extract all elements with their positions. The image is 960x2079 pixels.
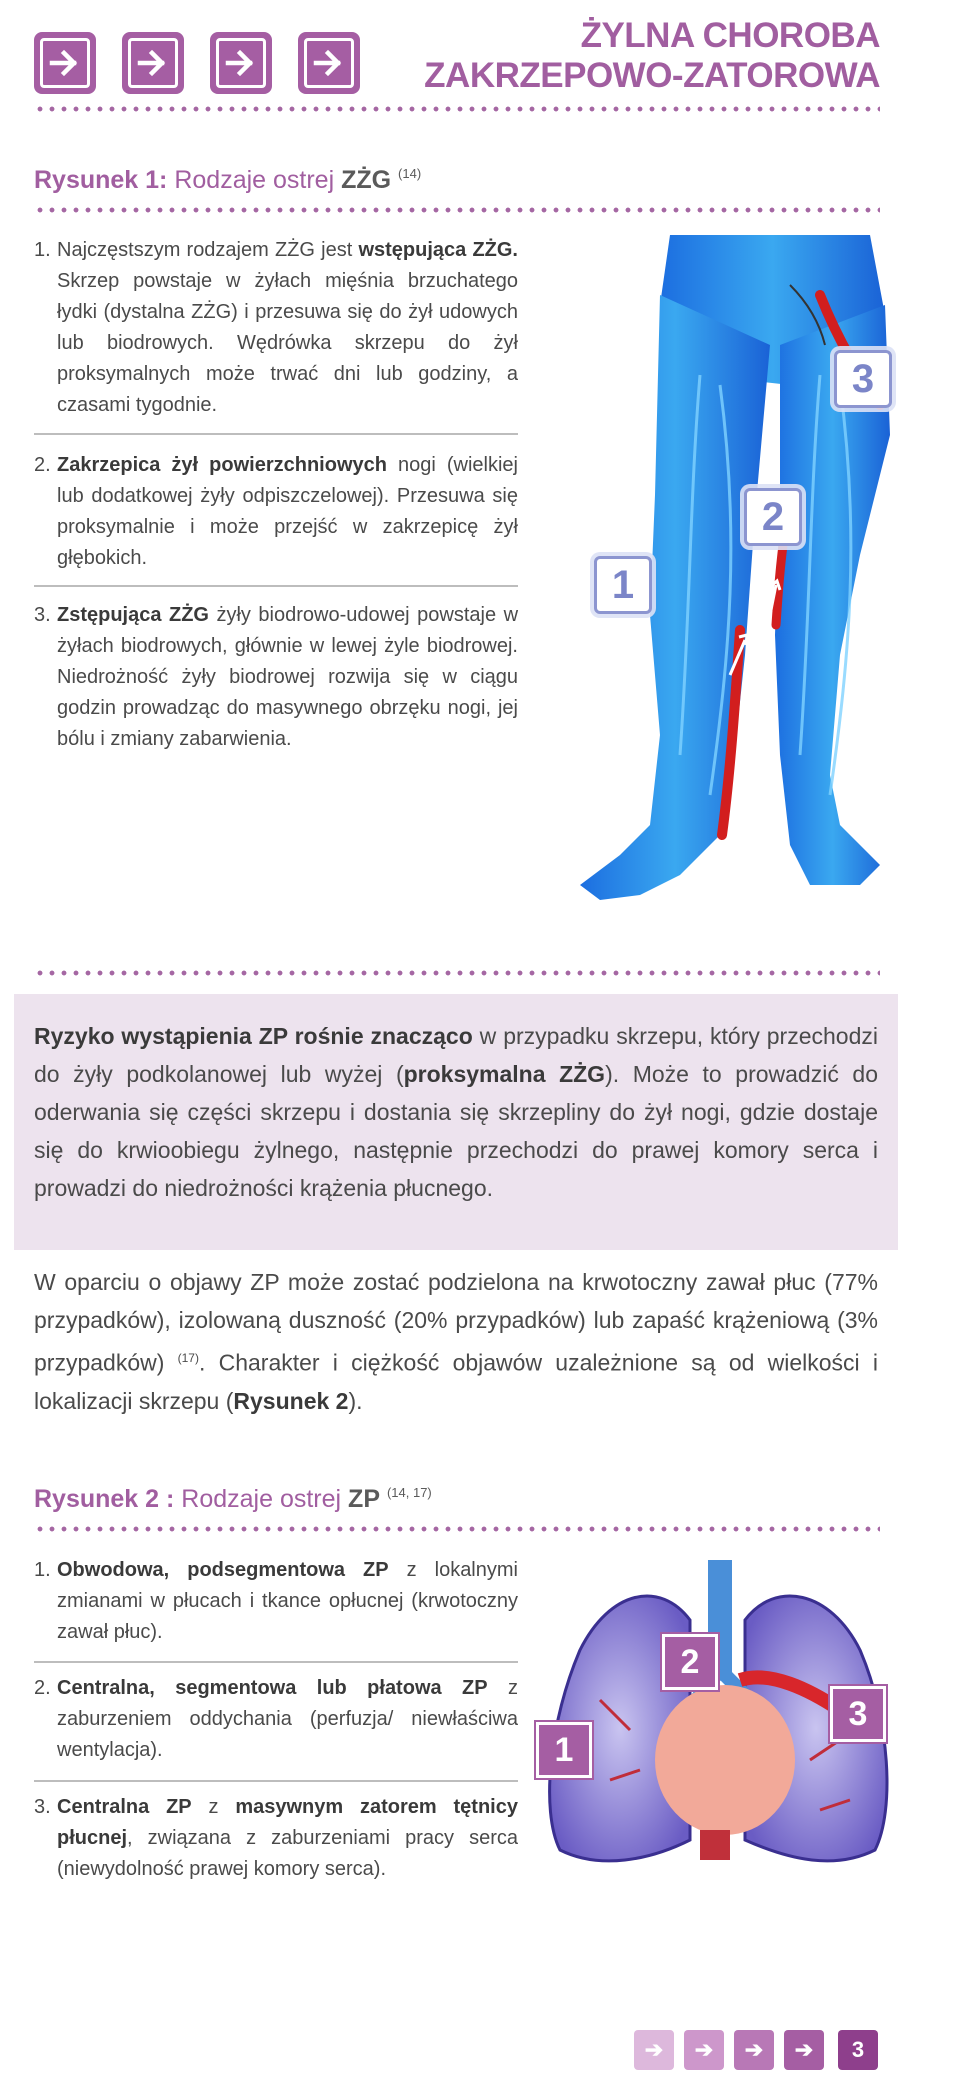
item-bold: Zstępująca ZŻG	[57, 604, 209, 626]
item-text: nogi (wielkiej lub dodatkowej żyły odpiszczelowej). Przesuwa się proksymalnie i może przejść w zakrzepicę żył głębokich.	[57, 454, 518, 569]
symptoms-bold: Rysunek 2	[233, 1387, 349, 1414]
item-number: 2.	[34, 454, 51, 476]
item-number: 3.	[34, 1796, 51, 1818]
figure1-badge-3: 3	[834, 350, 892, 408]
figure2-title: Rodzaje ostrej	[174, 1485, 349, 1513]
figure2-badge-2: 2	[662, 1634, 718, 1690]
risk-paragraph	[34, 1017, 878, 1207]
arrow-right-icon: ➔	[744, 2037, 764, 2062]
page-title	[424, 16, 880, 96]
figure2-ref: (14, 17)	[386, 1485, 432, 1500]
dotted-divider	[34, 106, 880, 112]
item-text: z lokalnymi zmianami w płucach i tkance opłucnej (krwotoczny zawał płuc).	[57, 1559, 518, 1643]
dotted-divider	[34, 207, 880, 213]
item-text: żyły biodrowo-udowej powstaje w żyłach biodrowych, głównie w lewej żyle biodrowej. Niedrożność żyły biodrowej rozwija się w ciągu godzin prowadząc do masywnego obrzęku nogi, jej bólu i zmiany zabarwienia.	[57, 604, 519, 750]
separator	[34, 1780, 518, 1782]
risk-text: ). Może to prowadzić do oderwania się części skrzepu i dostania się skrzepliny do żył nogi, gdzie dostaje się do krwioobiegu żylnego, następnie przechodzi do prawej komory serca i prowadzi do niedrożności krążenia płucnego.	[34, 1061, 878, 1201]
nav-button-4[interactable]	[298, 32, 360, 94]
symptoms-ref: (17)	[177, 1351, 199, 1365]
figure2-label: Rysunek 2 :	[34, 1485, 175, 1513]
item-bold: Zakrzepica żył powierzchniowych	[57, 454, 387, 476]
figure2-item-2	[34, 1673, 518, 1766]
figure1-ref: (14)	[398, 166, 422, 181]
page-title-line1: ŻYLNA CHOROBA	[580, 16, 880, 55]
page-number-label: 3	[851, 2037, 865, 2062]
figure1-item-1	[34, 235, 518, 421]
item-text: Skrzep powstaje w żyłach mięśnia brzuchatego łydki (dystalna ZŻG) i przesuwa się do żył udowych lub biodrowych. Wędrówka skrzepu do żył proksymalnych może trwać dni lub godziny, a czasami tygodnie.	[57, 270, 518, 416]
figure2-badge-1: 1	[536, 1722, 592, 1778]
separator	[34, 585, 518, 587]
arrow-right-icon	[224, 46, 258, 80]
item-text: z	[191, 1796, 236, 1818]
item-number: 3.	[34, 604, 51, 626]
arrow-right-icon: ➔	[794, 2037, 814, 2062]
item-bold: Centralna, segmentowa lub płatowa ZP	[57, 1677, 488, 1699]
item-text: z zaburzeniem oddychania (perfuzja/ niewłaściwa wentylacja).	[57, 1677, 519, 1761]
separator	[34, 433, 518, 435]
item-text: Najczęstszym rodzajem ZŻG jest	[57, 239, 359, 261]
figure2-item-1	[34, 1555, 518, 1648]
figure1-badge-2: 2	[744, 488, 802, 546]
item-text: , związana z zaburzeniami pracy serca (niewydolność prawej komory serca).	[57, 1827, 518, 1880]
figure1-heading	[34, 166, 421, 195]
arrow-right-icon: ➔	[644, 2037, 664, 2062]
nav-button-1[interactable]	[34, 32, 96, 94]
arrow-right-icon	[48, 46, 82, 80]
symptoms-paragraph	[34, 1263, 878, 1420]
figure1-badge-1: 1	[594, 556, 652, 614]
arrow-right-icon	[312, 46, 346, 80]
figure2-badge-3: 3	[830, 1686, 886, 1742]
risk-bold: proksymalna ZŻG	[403, 1061, 606, 1087]
figure1-title-bold: ZŻG	[341, 166, 392, 194]
item-number: 2.	[34, 1677, 51, 1699]
arrow-right-icon	[136, 46, 170, 80]
item-number: 1.	[34, 239, 51, 261]
symptoms-text: . Charakter i ciężkość objawów uzależnione są od wielkości i lokalizacji skrzepu (	[34, 1349, 878, 1414]
nav-button-3[interactable]	[210, 32, 272, 94]
figure1-item-2	[34, 450, 518, 574]
pager-button-4[interactable]	[784, 2030, 824, 2070]
separator	[34, 1661, 518, 1663]
figure1-title: Rodzaje ostrej	[167, 166, 342, 194]
figure1-label: Rysunek 1:	[34, 166, 168, 194]
pager-button-1[interactable]	[634, 2030, 674, 2070]
figure2-item-3	[34, 1792, 518, 1885]
item-number: 1.	[34, 1559, 51, 1581]
pager-button-2[interactable]	[684, 2030, 724, 2070]
page-title-line2: ZAKRZEPOWO-ZATOROWA	[424, 56, 880, 95]
item-bold: Centralna ZP	[57, 1796, 192, 1818]
item-bold: masywnym zatorem tętnicy płucnej	[57, 1796, 518, 1849]
figure2-heading	[34, 1485, 432, 1514]
pager-button-3[interactable]	[734, 2030, 774, 2070]
nav-button-2[interactable]	[122, 32, 184, 94]
page-number	[838, 2030, 878, 2070]
item-bold: wstępująca ZŻG.	[358, 239, 518, 261]
figure1-item-3	[34, 600, 518, 755]
arrow-right-icon: ➔	[694, 2037, 714, 2062]
risk-bold: Ryzyko wystąpienia ZP rośnie znacząco	[34, 1023, 473, 1049]
risk-text: w przypadku skrzepu, który przechodzi do żyły podkolanowej lub wyżej (	[34, 1023, 878, 1087]
symptoms-text: W oparciu o objawy ZP może zostać podzielona na krwotoczny zawał płuc (77% przypadków), izolowaną duszność (20% przypadków) lub zapaść krążeniową (3% przypadków)	[34, 1269, 878, 1376]
figure2-title-bold: ZP	[348, 1485, 380, 1513]
item-bold: Obwodowa, podsegmentowa ZP	[57, 1559, 389, 1581]
symptoms-text: ).	[348, 1387, 363, 1414]
dotted-divider	[34, 970, 880, 976]
dotted-divider	[34, 1526, 880, 1532]
